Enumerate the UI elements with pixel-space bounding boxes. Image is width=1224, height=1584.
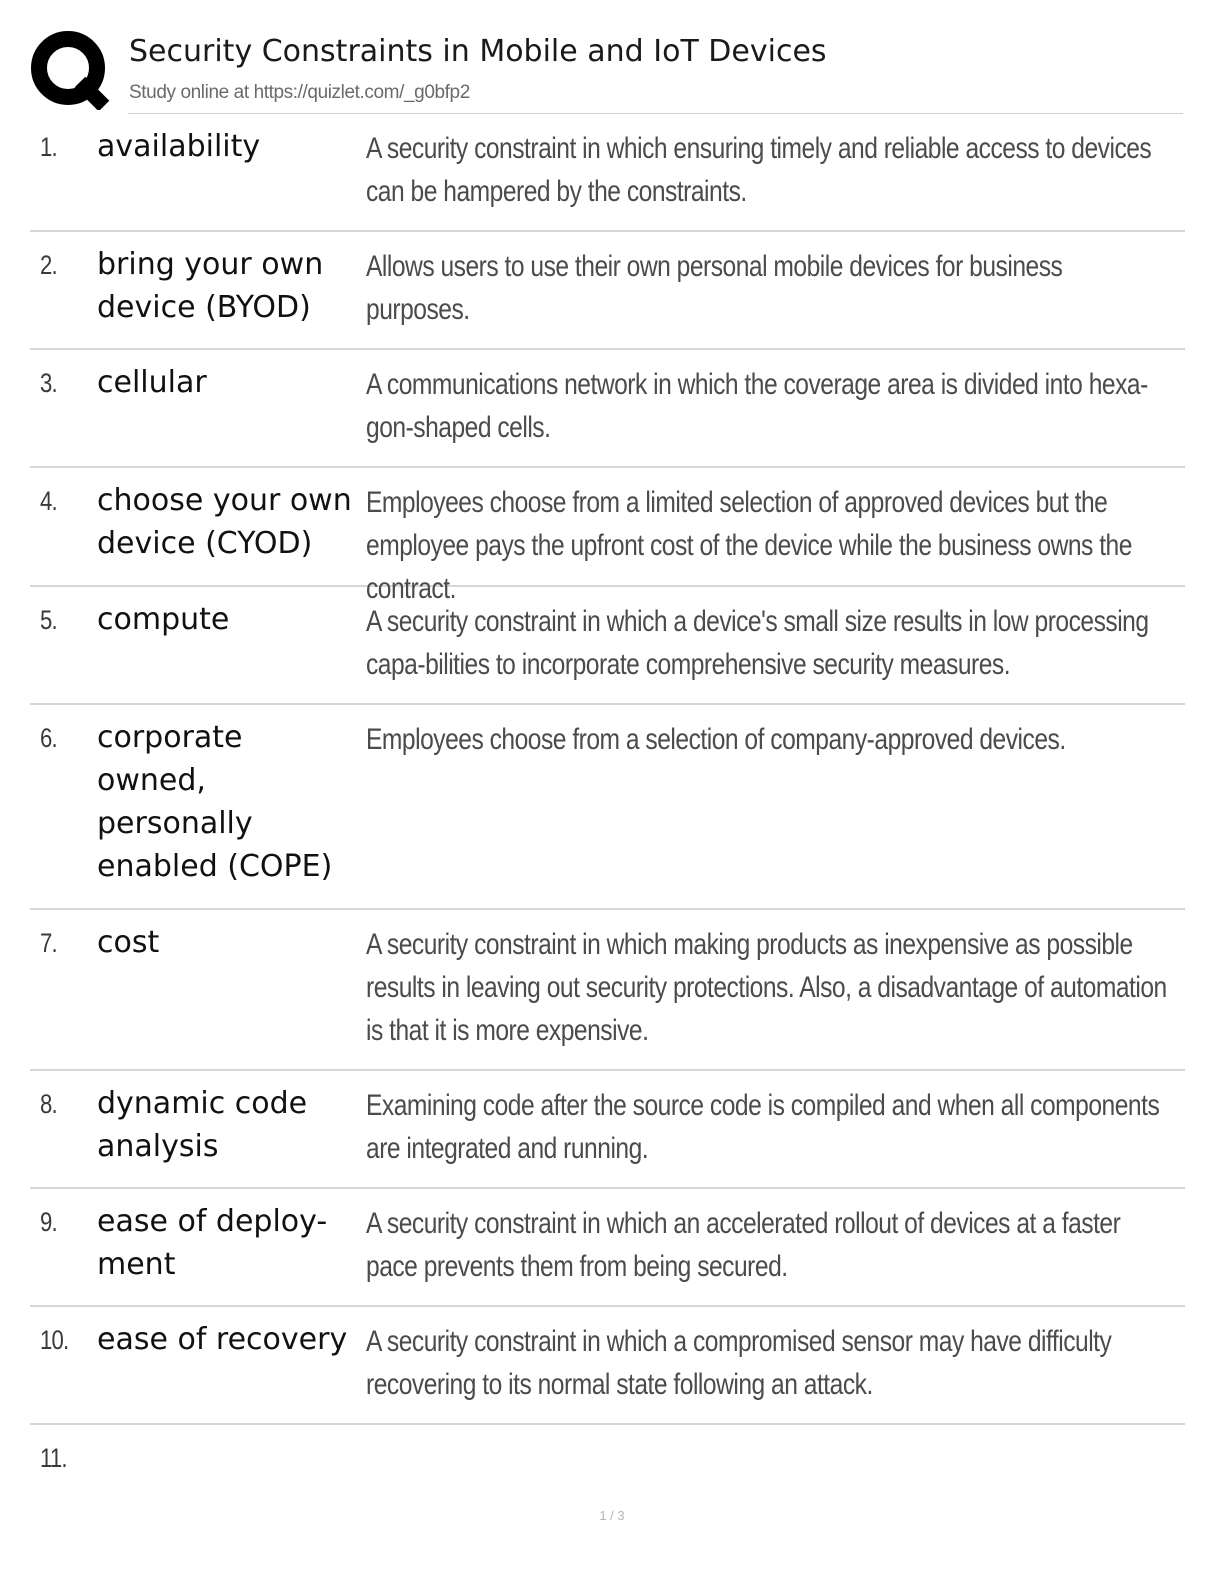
card-number: 2. <box>40 250 57 280</box>
card-term: availability <box>97 129 261 164</box>
card-definition: A security constraint in which a device's small size results in low processing capa-bilities to incorporate comprehensive security measures. <box>366 605 1149 681</box>
card-definition: A security constraint in which an accelerated rollout of devices at a faster pace prevents them from being secured. <box>366 1207 1121 1283</box>
flashcard-row <box>30 910 1185 1071</box>
study-online-link[interactable]: Study online at https://quizlet.com/_g0bfp2 <box>129 82 470 103</box>
quizlet-q-logo-icon <box>30 30 110 110</box>
card-number: 6. <box>40 723 57 753</box>
card-term: compute <box>97 602 230 637</box>
flashcard-row <box>30 1071 1185 1189</box>
card-term: ease of recovery <box>97 1322 348 1357</box>
card-term: corporate owned, personally enabled (COPE) <box>97 720 333 884</box>
page-indicator: 1 / 3 <box>599 1508 625 1523</box>
card-number: 10. <box>40 1325 69 1355</box>
card-number: 8. <box>40 1089 57 1119</box>
flashcard-row <box>30 232 1185 350</box>
card-term: cellular <box>97 365 207 400</box>
card-number: 5. <box>40 605 57 635</box>
flashcard-row <box>30 587 1185 705</box>
flashcard-row <box>30 114 1185 232</box>
flashcard-row <box>30 468 1185 605</box>
card-definition: A security constraint in which ensuring timely and reliable access to devices can be hampered by the constraints. <box>366 132 1152 208</box>
page-title: Security Constraints in Mobile and IoT Devices <box>129 34 827 69</box>
card-number: 3. <box>40 368 57 398</box>
card-term: dynamic code analysis <box>97 1086 308 1164</box>
flashcard-row <box>30 350 1185 468</box>
card-number: 1. <box>40 132 57 162</box>
card-definition: Employees choose from a selection of company-approved devices. <box>366 723 1066 756</box>
card-term: cost <box>97 925 160 960</box>
card-definition: A security constraint in which a compromised sensor may have difficulty recovering to its normal state following an attack. <box>366 1325 1112 1401</box>
card-number: 4. <box>40 486 57 516</box>
flashcard-row <box>30 1189 1185 1307</box>
card-term: choose your own device (CYOD) <box>97 483 352 561</box>
card-number: 11. <box>40 1443 67 1473</box>
flashcard-list <box>30 114 1185 1495</box>
card-term: ease of deploy-ment <box>97 1204 328 1282</box>
card-definition: Employees choose from a limited selection of approved devices but the employee pays the upfront cost of the device while the business owns the contract. <box>366 486 1132 605</box>
flashcard-row <box>30 705 1185 910</box>
flashcard-row <box>30 1307 1185 1425</box>
page-header <box>30 28 1185 114</box>
card-definition: Examining code after the source code is compiled and when all components are integrated and running. <box>366 1089 1160 1165</box>
card-number: 9. <box>40 1207 57 1237</box>
card-number: 7. <box>40 928 57 958</box>
card-definition: A communications network in which the coverage area is divided into hexa-gon-shaped cells. <box>366 368 1148 444</box>
flashcard-row <box>30 1425 1185 1495</box>
card-term: bring your own device (BYOD) <box>97 247 324 325</box>
card-definition: A security constraint in which making products as inexpensive as possible results in leaving out security protections. Also, a disadvantage of automation is that it is more expensive. <box>366 928 1167 1047</box>
card-definition: Allows users to use their own personal mobile devices for business purposes. <box>366 250 1063 326</box>
